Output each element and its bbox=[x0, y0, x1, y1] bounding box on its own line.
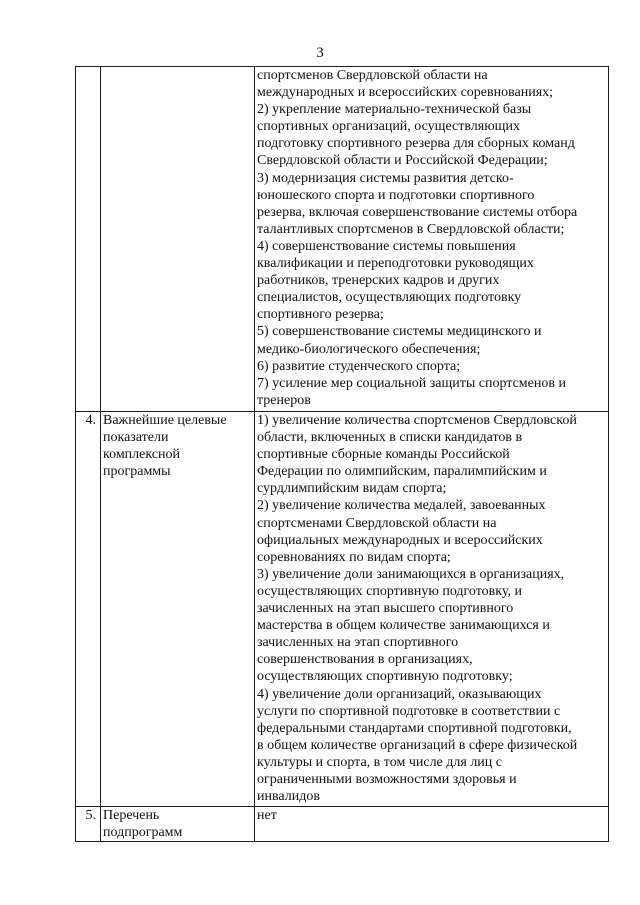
table-row bbox=[76, 67, 609, 412]
table-row bbox=[76, 807, 609, 842]
content-line: сурдлимпийским видам спорта; bbox=[257, 481, 447, 497]
row-number-cell: 5. bbox=[76, 807, 101, 842]
row-content-cell bbox=[255, 412, 609, 807]
row-title-cell bbox=[101, 67, 255, 412]
row-title-cell bbox=[101, 807, 255, 842]
content-line: работников, тренерских кадров и других bbox=[257, 273, 500, 289]
title-line: Важнейшие целевые bbox=[103, 413, 227, 428]
content-line: зачисленных на этап высшего спортивного bbox=[257, 601, 514, 617]
row-content-cell bbox=[255, 807, 609, 842]
content-line: 2) увеличение количества медалей, завоеванных bbox=[257, 498, 546, 514]
content-line: резерва, включая совершенствование системы отбора bbox=[257, 204, 578, 220]
row-number-cell: 4. bbox=[76, 412, 101, 807]
table-row bbox=[76, 412, 609, 807]
title-line: комплексной bbox=[103, 447, 181, 463]
content-line: культуры и спорта, в том числе для лиц с bbox=[257, 754, 502, 770]
title-line: подпрограмм bbox=[103, 825, 183, 841]
content-line: спортивных организаций, осуществляющих bbox=[257, 119, 520, 135]
content-line: мастерства в общем количестве занимающихся и bbox=[257, 618, 550, 634]
content-line: осуществляющих спортивную подготовку, и bbox=[257, 583, 522, 599]
row-number-cell bbox=[76, 67, 101, 412]
content-line: 3) увеличение доли занимающихся в организациях, bbox=[257, 566, 565, 582]
content-line: талантливых спортсменов в Свердловской области; bbox=[257, 221, 565, 237]
content-line: спортивного резерва; bbox=[257, 307, 384, 323]
content-line: 3) модернизация системы развития детско- bbox=[257, 170, 514, 186]
content-line: области, включенных в списки кандидатов в bbox=[257, 430, 523, 446]
content-line: нет bbox=[257, 808, 277, 823]
content-line: 4) увеличение доли организаций, оказывающих bbox=[257, 686, 542, 702]
title-line: программы bbox=[103, 464, 171, 480]
content-line: Свердловской области и Российской Федерации; bbox=[257, 153, 548, 169]
page-number: 3 bbox=[316, 45, 324, 61]
content-line: 6) развитие студенческого спорта; bbox=[257, 358, 461, 374]
content-line: зачисленных на этап спортивного bbox=[257, 635, 459, 651]
content-line: 4) совершенствование системы повышения bbox=[257, 238, 516, 254]
content-line: услуги по спортивной подготовке в соответствии с bbox=[257, 703, 561, 719]
row-content-cell bbox=[255, 67, 609, 412]
content-line: осуществляющих спортивную подготовку; bbox=[257, 669, 513, 685]
content-line: медико-биологического обеспечения; bbox=[257, 341, 481, 357]
content-line: 7) усиление мер социальной защиты спортсменов и bbox=[257, 375, 566, 391]
content-line: соревнованиях по видам спорта; bbox=[257, 549, 451, 565]
content-line: инвалидов bbox=[257, 789, 320, 805]
program-passport-table bbox=[75, 66, 609, 842]
content-line: ограниченными возможностями здоровья и bbox=[257, 771, 517, 787]
content-line: подготовку спортивного резерва для сборных команд bbox=[257, 136, 575, 152]
content-line: специалистов, осуществляющих подготовку bbox=[257, 290, 522, 306]
content-line: спортсменами Свердловской области на bbox=[257, 515, 497, 531]
content-line: спортсменов Свердловской области на bbox=[257, 68, 488, 83]
content-line: официальных международных и всероссийских bbox=[257, 532, 543, 548]
content-line: 5) совершенствование системы медицинского и bbox=[257, 324, 542, 340]
content-line: 2) укрепление материально-технической базы bbox=[257, 102, 532, 118]
content-line: федеральными стандартами спортивной подготовки, bbox=[257, 720, 572, 736]
content-line: в общем количестве организаций в сфере физической bbox=[257, 737, 578, 753]
content-line: квалификации и переподготовки руководящих bbox=[257, 256, 534, 272]
content-line: тренеров bbox=[257, 392, 311, 408]
content-line: 1) увеличение количества спортсменов Свердловской bbox=[257, 413, 577, 428]
content-line: совершенствования в организациях, bbox=[257, 652, 473, 668]
title-line: показатели bbox=[103, 430, 169, 446]
row-title-cell bbox=[101, 412, 255, 807]
content-line: спортивные сборные команды Российской bbox=[257, 447, 510, 463]
title-line: Перечень bbox=[103, 808, 160, 823]
content-line: Федерации по олимпийским, паралимпийским и bbox=[257, 464, 547, 480]
content-line: юношеского спорта и подготовки спортивного bbox=[257, 187, 535, 203]
content-line: международных и всероссийских соревнованиях; bbox=[257, 85, 554, 101]
